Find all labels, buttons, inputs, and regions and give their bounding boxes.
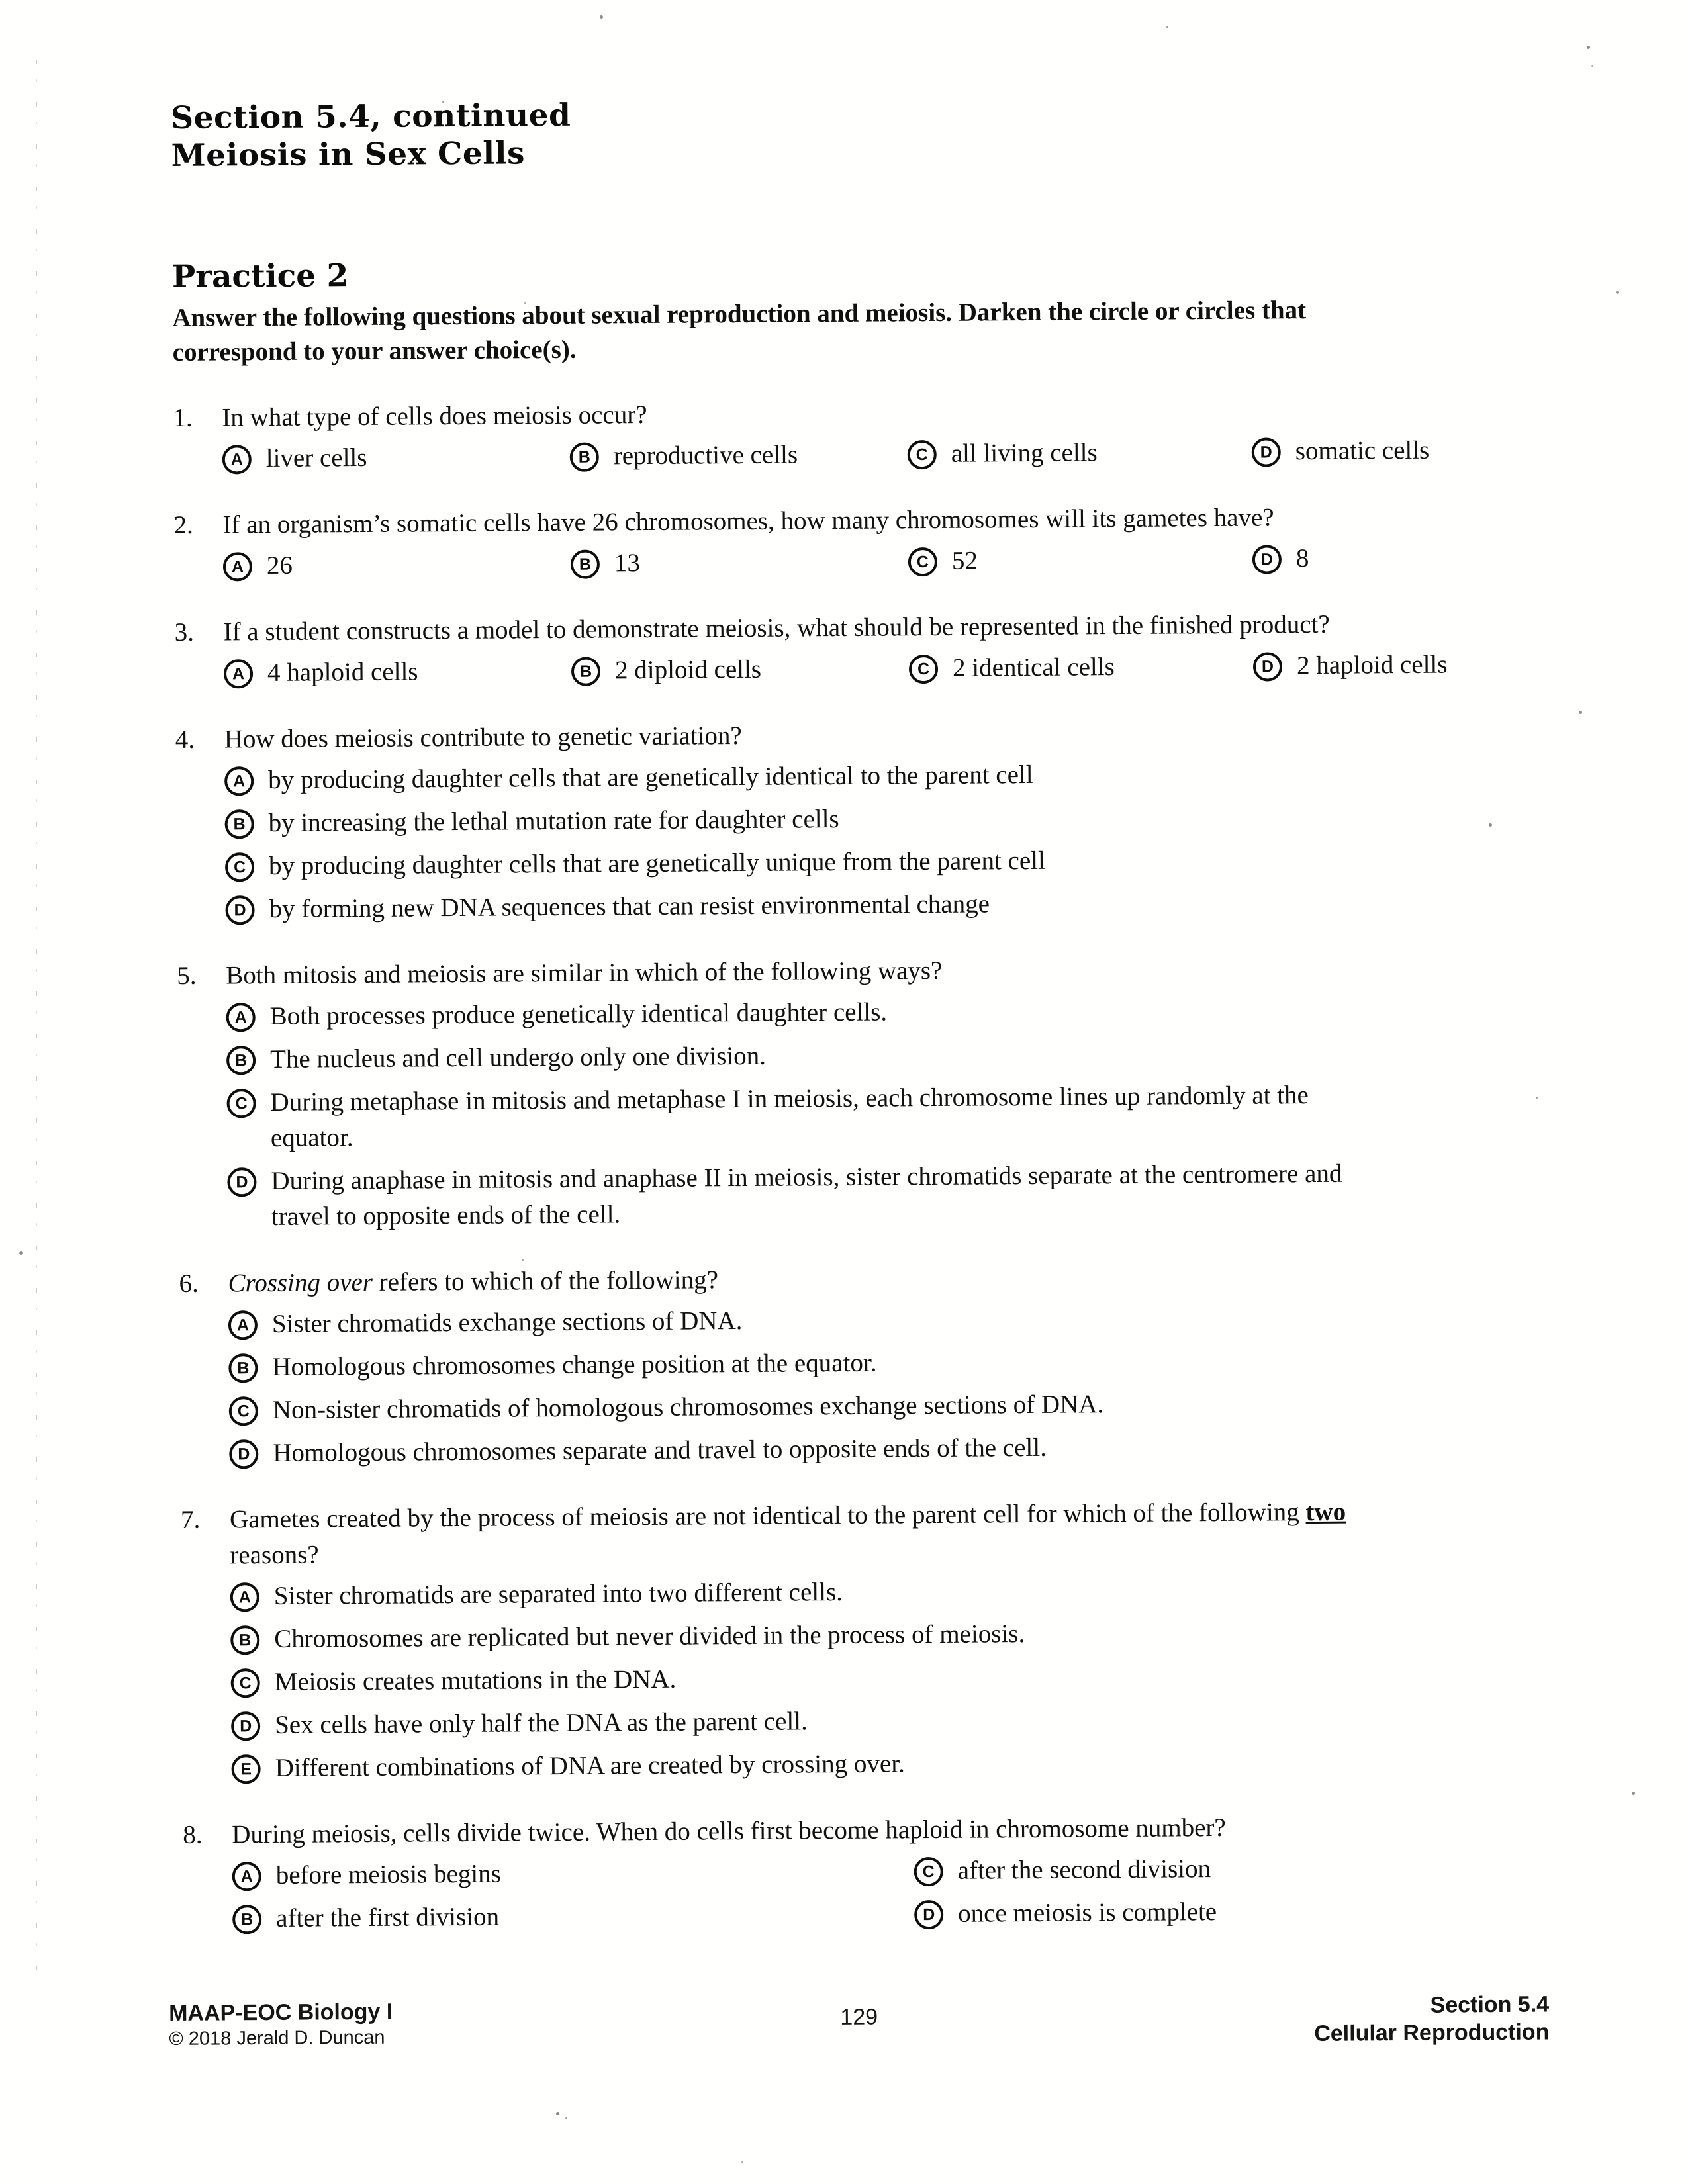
option-label: 2 haploid cells <box>1296 650 1448 680</box>
footer-right <box>1314 1990 1550 2047</box>
question-text-line2: reasons? <box>230 1540 319 1570</box>
question-body <box>222 498 1552 584</box>
question-number: 6. <box>179 1269 199 1298</box>
option-c <box>908 434 1252 473</box>
option-c <box>225 839 1554 884</box>
option-label: Both processes produce genetically identical daughter cells. <box>269 997 888 1030</box>
option-d <box>914 1891 1562 1932</box>
option-label: Homologous chromosomes change position at the equator. <box>272 1348 877 1381</box>
option-label: all living cells <box>951 438 1098 468</box>
instructions <box>172 291 1551 370</box>
option-line2: equator. <box>270 1123 353 1152</box>
footer-page-number: 129 <box>840 2004 878 2030</box>
option-b <box>232 1896 914 1936</box>
question-italic-lead: Crossing over <box>228 1267 373 1298</box>
option-a <box>223 546 571 584</box>
choice-circle: C <box>909 655 938 684</box>
option-label: Sister chromatids are separated into two different cells. <box>273 1577 843 1610</box>
question-body <box>232 1807 1562 1936</box>
choice-circle: B <box>226 1046 256 1075</box>
page-footer <box>169 1990 1550 2056</box>
doc-header <box>171 89 1550 175</box>
question-text-before: Gametes created by the process of meiosis are not identical to the parent cell for which of the following <box>229 1498 1306 1534</box>
option-a <box>222 439 570 477</box>
option-a <box>224 653 571 692</box>
option-line1: During metaphase in mitosis and metaphase I in meiosis, each chromosome lines up randomly at the <box>270 1081 1309 1116</box>
footer-chapter: Cellular Reproduction <box>1314 2019 1550 2046</box>
option-a <box>228 1297 1558 1342</box>
question-text: In what type of cells does meiosis occur? <box>222 400 647 432</box>
option-e <box>231 1741 1560 1786</box>
choice-circle: C <box>914 1857 943 1886</box>
option-d <box>225 882 1554 927</box>
choice-circle: E <box>231 1754 260 1784</box>
option-label: Chromosomes are replicated but never divided in the process of meiosis. <box>274 1619 1025 1653</box>
choice-circle: A <box>222 445 252 474</box>
choice-circle: B <box>224 809 254 839</box>
instructions-line2: correspond to your answer choice(s). <box>172 335 577 367</box>
option-b <box>571 651 909 689</box>
footer-book-title: MAAP-EOC Biology I <box>169 1999 393 2026</box>
question-number: 1. <box>173 403 193 432</box>
choice-circle: A <box>224 766 254 796</box>
option-c <box>231 1655 1560 1700</box>
option-label: by increasing the lethal mutation rate for daughter cells <box>268 804 839 837</box>
question-text: If an organism’s somatic cells have 26 chromosomes, how many chromosomes will its gametes have? <box>222 503 1274 539</box>
choice-circle: A <box>223 552 252 581</box>
choice-circle: A <box>230 1582 259 1612</box>
choice-circle: D <box>1253 652 1282 681</box>
question-text <box>230 1492 1560 1573</box>
question-number: 7. <box>180 1505 201 1534</box>
choice-circle: D <box>227 1167 256 1197</box>
option-label <box>270 1077 1309 1156</box>
option-label: 52 <box>951 546 978 575</box>
instructions-line1: Answer the following questions about sexual reproduction and meiosis. Darken the circle or circles that <box>172 296 1307 332</box>
options-list <box>230 1569 1561 1786</box>
choice-circle: D <box>1252 545 1282 574</box>
option-label: 4 haploid cells <box>267 657 418 688</box>
option-b <box>570 436 908 475</box>
option-a <box>226 989 1555 1034</box>
choice-circle: B <box>228 1353 258 1383</box>
option-b <box>224 796 1554 841</box>
question-body <box>223 605 1553 691</box>
option-a <box>232 1853 914 1893</box>
option-label: after the second division <box>957 1854 1211 1885</box>
option-label: liver cells <box>265 443 367 473</box>
option-b <box>226 1032 1556 1077</box>
question-7 <box>181 1492 1561 1787</box>
question-number: 8. <box>183 1820 203 1849</box>
option-label: once meiosis is complete <box>958 1897 1217 1928</box>
option-label: 2 identical cells <box>952 653 1115 682</box>
options-row <box>224 646 1553 691</box>
option-label: Non-sister chromatids of homologous chromosomes exchange sections of DNA. <box>272 1390 1104 1424</box>
section-title: Section 5.4, continued <box>171 97 571 136</box>
choice-circle: D <box>231 1711 260 1741</box>
option-b <box>228 1340 1558 1385</box>
option-label: Sex cells have only half the DNA as the parent cell. <box>275 1707 808 1739</box>
option-b <box>230 1612 1560 1657</box>
option-c <box>909 649 1253 687</box>
question-text <box>228 1256 1557 1301</box>
option-label <box>271 1156 1342 1235</box>
option-label: reproductive cells <box>613 440 798 471</box>
choice-circle: D <box>1252 437 1281 467</box>
option-label: 13 <box>614 549 641 578</box>
option-label: by forming new DNA sequences that can resist environmental change <box>269 889 990 923</box>
choice-circle: C <box>908 440 937 469</box>
choice-circle: B <box>230 1625 259 1655</box>
question-3 <box>174 605 1553 692</box>
option-a <box>224 753 1554 798</box>
option-label: somatic cells <box>1295 435 1430 466</box>
question-text-rest: refers to which of the following? <box>372 1265 719 1297</box>
option-d <box>1252 541 1309 577</box>
option-label: Meiosis creates mutations in the DNA. <box>274 1664 677 1696</box>
choice-circle: A <box>232 1862 261 1891</box>
question-body <box>226 948 1557 1235</box>
options-row <box>222 432 1552 477</box>
options-row <box>223 539 1552 584</box>
question-number: 2. <box>173 510 193 539</box>
question-number: 3. <box>174 617 195 647</box>
options-list <box>224 753 1555 927</box>
question-text: If a student constructs a model to demonstrate meiosis, what should be represented in the finished product? <box>223 610 1330 647</box>
question-text: How does meiosis contribute to genetic variation? <box>224 721 742 754</box>
choice-circle: C <box>231 1668 260 1698</box>
question-text-emphasis: two <box>1305 1497 1346 1527</box>
question-body <box>230 1492 1561 1786</box>
choice-circle: D <box>225 895 254 925</box>
option-line2: travel to opposite ends of the cell. <box>271 1200 621 1231</box>
option-label: by producing daughter cells that are genetically identical to the parent cell <box>268 760 1033 794</box>
option-label: Different combinations of DNA are created by crossing over. <box>275 1749 905 1782</box>
question-number: 4. <box>175 725 195 754</box>
choice-circle: C <box>226 1089 256 1118</box>
option-label: 26 <box>266 551 293 580</box>
option-label: after the first division <box>276 1902 500 1933</box>
option-c <box>226 1075 1556 1156</box>
choice-circle: A <box>228 1310 258 1340</box>
question-body <box>222 390 1552 477</box>
option-d <box>229 1426 1558 1471</box>
option-line1: During anaphase in mitosis and anaphase II in meiosis, sister chromatids separate at the centromere and <box>271 1159 1342 1195</box>
options-grid <box>232 1848 1562 1936</box>
question-number: 5. <box>177 961 197 990</box>
question-text: During meiosis, cells divide twice. When do cells first become haploid in chromosome number? <box>232 1813 1226 1849</box>
choice-circle: B <box>571 549 600 578</box>
choice-circle: A <box>226 1003 256 1032</box>
choice-circle: C <box>908 547 937 576</box>
option-d <box>227 1154 1557 1235</box>
scan-speckles <box>0 0 2 2</box>
choice-circle: B <box>570 442 599 471</box>
question-body <box>224 712 1555 927</box>
choice-circle: A <box>224 659 253 688</box>
choice-circle: B <box>571 657 600 686</box>
question-6 <box>179 1256 1558 1472</box>
option-label: by producing daughter cells that are genetically unique from the parent cell <box>268 846 1046 880</box>
page-content <box>171 89 1562 1936</box>
option-d <box>1253 647 1448 684</box>
section-subtitle: Meiosis in Sex Cells <box>171 135 526 174</box>
option-b <box>571 543 908 582</box>
option-label: Homologous chromosomes separate and travel to opposite ends of the cell. <box>273 1433 1047 1467</box>
practice-title: Practice 2 <box>171 257 349 295</box>
question-2 <box>173 498 1552 584</box>
options-list <box>228 1297 1559 1471</box>
question-text: Both mitosis and meiosis are similar in which of the following ways? <box>226 956 943 990</box>
option-label: Sister chromatids exchange sections of DNA. <box>271 1306 743 1338</box>
question-8 <box>183 1807 1562 1937</box>
option-d <box>231 1698 1560 1743</box>
question-body <box>228 1256 1558 1471</box>
option-label: before meiosis begins <box>275 1859 501 1889</box>
footer-section: Section 5.4 <box>1430 1991 1550 2018</box>
option-c <box>229 1383 1558 1428</box>
options-list <box>226 989 1556 1235</box>
option-label: The nucleus and cell undergo only one division. <box>269 1041 767 1073</box>
choice-circle: C <box>229 1396 258 1426</box>
question-1 <box>173 390 1552 477</box>
question-4 <box>175 712 1555 928</box>
choice-circle: B <box>232 1905 261 1934</box>
choice-circle: C <box>225 852 254 882</box>
scan-edge-artifact <box>36 60 37 1985</box>
choice-circle: D <box>914 1900 943 1929</box>
option-c <box>914 1848 1562 1889</box>
option-label: 2 diploid cells <box>614 655 762 685</box>
question-5 <box>177 948 1557 1236</box>
option-d <box>1252 433 1430 470</box>
footer-left <box>169 1999 393 2052</box>
option-label: 8 <box>1295 544 1309 573</box>
option-a <box>230 1569 1560 1614</box>
option-c <box>908 541 1252 580</box>
choice-circle: D <box>229 1439 258 1469</box>
footer-copyright: © 2018 Jerald D. Duncan <box>169 2026 385 2050</box>
